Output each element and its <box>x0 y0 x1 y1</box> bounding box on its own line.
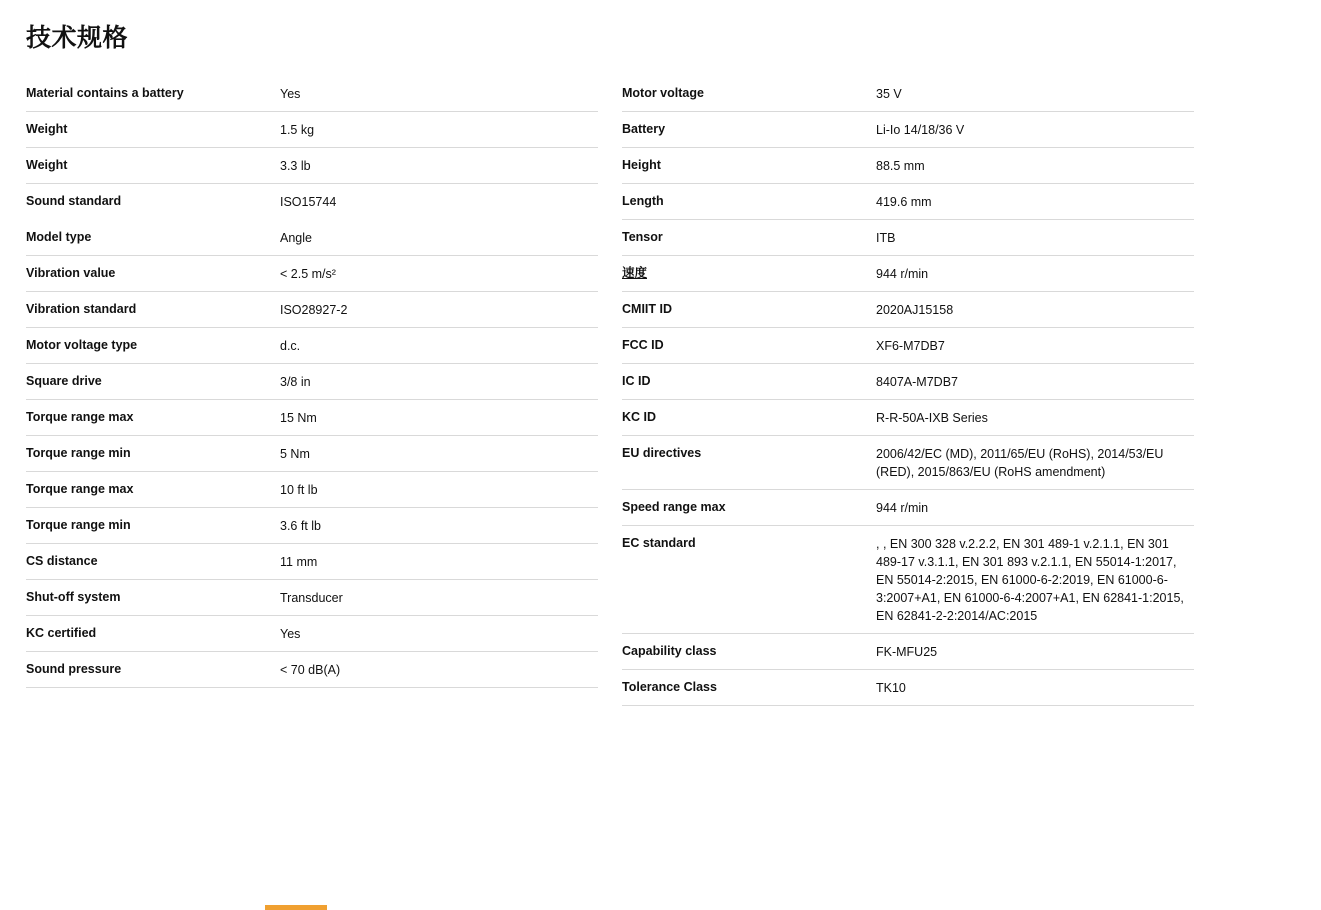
spec-value: ISO28927-2 <box>280 303 348 317</box>
spec-row <box>26 292 598 328</box>
spec-row <box>26 256 598 292</box>
spec-row <box>622 292 1194 328</box>
spec-row <box>622 400 1194 436</box>
spec-label: Model type <box>26 230 92 244</box>
spec-value: 11 mm <box>280 555 318 569</box>
spec-label: KC ID <box>622 410 657 424</box>
spec-row <box>26 400 598 436</box>
spec-label: Torque range max <box>26 482 134 496</box>
spec-value: 35 V <box>876 87 902 101</box>
spec-value: 10 ft lb <box>280 483 318 497</box>
spec-value: Yes <box>280 627 301 641</box>
spec-value: Transducer <box>280 591 343 605</box>
spec-label: Height <box>622 158 661 172</box>
spec-column-left <box>26 76 598 688</box>
spec-value: FK-MFU25 <box>876 645 938 659</box>
spec-value: 8407A-M7DB7 <box>876 375 958 389</box>
spec-row <box>622 184 1194 220</box>
spec-row <box>622 634 1194 670</box>
spec-label: Vibration value <box>26 266 116 280</box>
spec-row <box>26 580 598 616</box>
spec-row <box>26 148 598 184</box>
spec-value: 15 Nm <box>280 411 317 425</box>
spec-label: Tolerance Class <box>622 680 717 694</box>
spec-value: 944 r/min <box>876 501 929 515</box>
spec-label: Sound standard <box>26 194 122 208</box>
spec-value: R-R-50A-IXB Series <box>876 411 988 425</box>
spec-value: TK10 <box>876 681 906 695</box>
spec-row <box>622 76 1194 112</box>
spec-label: Weight <box>26 158 68 172</box>
spec-value: 419.6 mm <box>876 195 932 209</box>
spec-value: 88.5 mm <box>876 159 925 173</box>
spec-row <box>26 436 598 472</box>
spec-value: ISO15744 <box>280 195 337 209</box>
spec-value: XF6-M7DB7 <box>876 339 945 353</box>
spec-row <box>622 328 1194 364</box>
spec-row <box>26 544 598 580</box>
spec-row <box>26 328 598 364</box>
spec-label: CMIIT ID <box>622 302 672 316</box>
spec-row <box>622 670 1194 706</box>
spec-value: 944 r/min <box>876 267 929 281</box>
spec-label: Torque range min <box>26 518 131 532</box>
spec-label: IC ID <box>622 374 651 388</box>
spec-row <box>26 508 598 544</box>
spec-row <box>26 112 598 148</box>
spec-row <box>26 652 598 688</box>
spec-value: 1.5 kg <box>280 123 315 137</box>
spec-value: Angle <box>280 231 312 245</box>
spec-row <box>622 526 1194 634</box>
spec-row <box>26 184 598 220</box>
spec-value: 3.6 ft lb <box>280 519 321 533</box>
spec-label: Battery <box>622 122 666 136</box>
spec-value: 3/8 in <box>280 375 311 389</box>
spec-value: < 70 dB(A) <box>280 663 341 677</box>
spec-row <box>26 616 598 652</box>
spec-label: 速度 <box>622 266 648 280</box>
spec-label: Sound pressure <box>26 662 122 676</box>
spec-label: CS distance <box>26 554 98 568</box>
spec-row <box>622 256 1194 292</box>
spec-row <box>622 112 1194 148</box>
spec-label: Material contains a battery <box>26 86 184 100</box>
spec-value: 2020AJ15158 <box>876 303 954 317</box>
spec-row <box>622 436 1194 490</box>
spec-label: Tensor <box>622 230 663 244</box>
spec-label: Torque range min <box>26 446 131 460</box>
page-title: 技术规格 <box>26 24 129 52</box>
spec-label: Motor voltage <box>622 86 704 100</box>
spec-label: FCC ID <box>622 338 664 352</box>
spec-label: Speed range max <box>622 500 726 514</box>
spec-value: 5 Nm <box>280 447 310 461</box>
spec-label: Torque range max <box>26 410 134 424</box>
spec-row <box>622 490 1194 526</box>
spec-value: Li-Io 14/18/36 V <box>876 123 965 137</box>
spec-value: 2006/42/EC (MD), 2011/65/EU (RoHS), 2014/53/EU (RED), 2015/863/EU (RoHS amendment) <box>876 447 1164 479</box>
spec-value: 3.3 lb <box>280 159 311 173</box>
spec-row <box>26 76 598 112</box>
spec-value: ITB <box>876 231 896 245</box>
spec-label: Capability class <box>622 644 717 658</box>
spec-label: EU directives <box>622 446 702 460</box>
spec-row <box>26 472 598 508</box>
bottom-accent-bar <box>265 905 327 910</box>
spec-row <box>622 220 1194 256</box>
spec-label: KC certified <box>26 626 97 640</box>
spec-value: , , EN 300 328 v.2.2.2, EN 301 489-1 v.2.1.1, EN 301 489-17 v.3.1.1, EN 301 893 v.2.1.1, EN 55014-1:2017, EN 55014-2:2015, EN 61000-6-2:2019, EN 61000-6-3:2007+A1, EN 61000-6-4:2007+A1, EN 62841-1:2015, EN 62841-2-2:2014/AC:2015 <box>876 537 1184 623</box>
spec-row <box>26 364 598 400</box>
spec-label: Vibration standard <box>26 302 137 316</box>
spec-row <box>622 148 1194 184</box>
spec-label: EC standard <box>622 536 696 550</box>
spec-value: < 2.5 m/s² <box>280 267 336 281</box>
spec-label: Shut-off system <box>26 590 121 604</box>
spec-value: Yes <box>280 87 301 101</box>
spec-value: d.c. <box>280 339 301 353</box>
spec-row <box>622 364 1194 400</box>
spec-label: Length <box>622 194 664 208</box>
spec-label: Square drive <box>26 374 102 388</box>
spec-column-right <box>622 76 1194 706</box>
spec-row <box>26 220 598 256</box>
spec-columns <box>26 76 1295 706</box>
spec-label: Weight <box>26 122 68 136</box>
spec-label: Motor voltage type <box>26 338 138 352</box>
